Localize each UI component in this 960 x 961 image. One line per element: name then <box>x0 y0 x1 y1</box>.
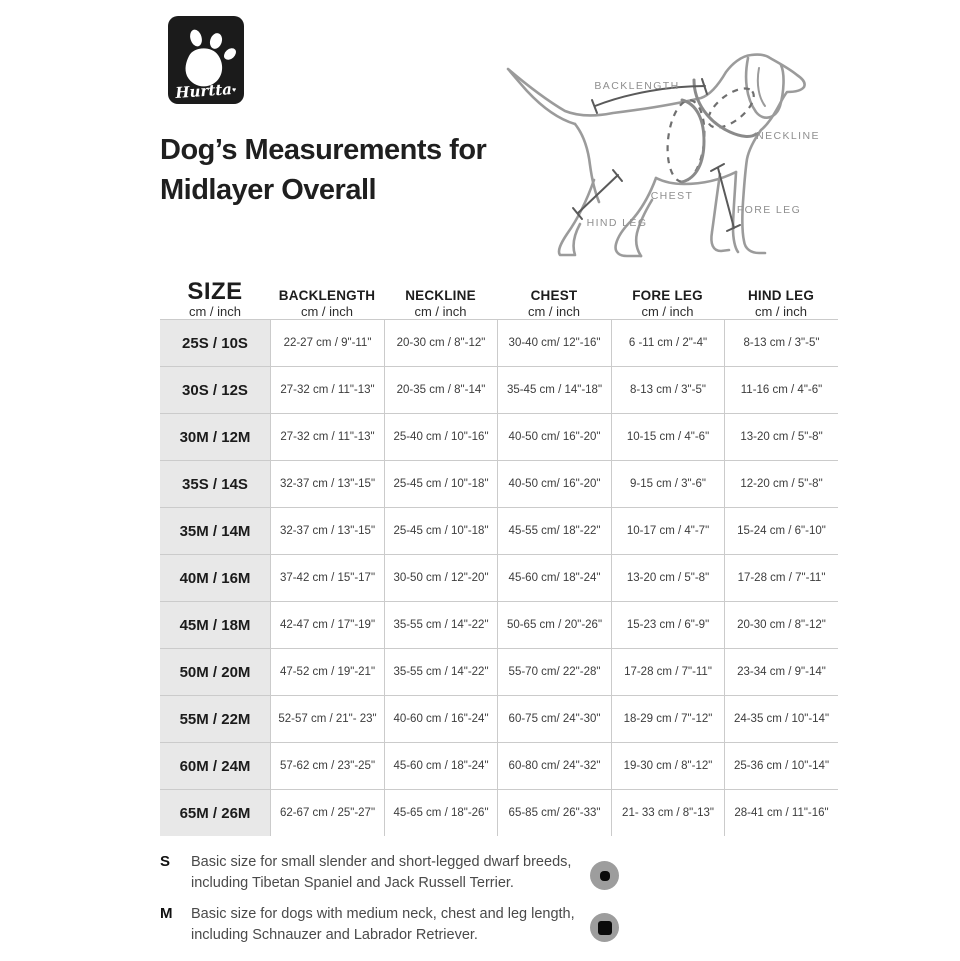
measurement-cell: 24-35 cm / 10"-14" <box>724 695 838 742</box>
column-header-label: CHEST <box>530 288 578 303</box>
measurement-cell: 62-67 cm / 25"-27" <box>270 789 384 836</box>
column-header-unit: cm / inch <box>527 304 580 319</box>
page-title-line2: Midlayer Overall <box>160 174 377 206</box>
measurement-cell: 6 -11 cm / 2"-4" <box>611 319 724 366</box>
measurement-cell: 15-24 cm / 6"-10" <box>724 507 838 554</box>
measurement-cell: 27-32 cm / 11"-13" <box>270 366 384 413</box>
column-header-backlength <box>270 288 384 322</box>
measurement-cell: 32-37 cm / 13"-15" <box>270 507 384 554</box>
measurement-cell: 52-57 cm / 21"- 23" <box>270 695 384 742</box>
page-title-line1: Dog’s Measurements for <box>160 134 487 166</box>
measurement-cell: 35-55 cm / 14"-22" <box>384 648 497 695</box>
table-row <box>160 601 839 648</box>
measurement-cell: 40-50 cm/ 16"-20" <box>497 460 611 507</box>
measurement-cell: 13-20 cm / 5"-8" <box>611 554 724 601</box>
measurement-cell: 12-20 cm / 5"-8" <box>724 460 838 507</box>
measurement-cell: 35-45 cm / 14"-18" <box>497 366 611 413</box>
measurement-cell: 25-40 cm / 10"-16" <box>384 413 497 460</box>
note-line: including Schnauzer and Labrador Retriever. <box>191 927 478 943</box>
hindleg-label: HIND LEG <box>586 217 648 229</box>
measurement-cell: 32-37 cm / 13"-15" <box>270 460 384 507</box>
measurement-cell: 28-41 cm / 11"-16" <box>724 789 838 836</box>
size-cell: 65M / 26M <box>160 789 270 836</box>
measurement-cell: 45-60 cm/ 18"-24" <box>497 554 611 601</box>
note-size-s <box>160 852 600 894</box>
column-header-hind-leg <box>724 288 838 322</box>
foreleg-label: FORE LEG <box>736 204 802 216</box>
column-header-label: HIND LEG <box>747 288 815 303</box>
square-in-circle-icon <box>590 913 619 942</box>
hurtta-logo <box>168 16 244 104</box>
dot-glyph <box>600 871 610 881</box>
measurement-cell: 60-80 cm/ 24"-32" <box>497 742 611 789</box>
measurement-cell: 57-62 cm / 23"-25" <box>270 742 384 789</box>
table-row <box>160 507 839 554</box>
measurement-cell: 18-29 cm / 7"-12" <box>611 695 724 742</box>
measurement-cell: 15-23 cm / 6"-9" <box>611 601 724 648</box>
measurement-cell: 25-45 cm / 10"-18" <box>384 460 497 507</box>
measurement-cell: 9-15 cm / 3"-6" <box>611 460 724 507</box>
measurement-cell: 60-75 cm/ 24"-30" <box>497 695 611 742</box>
measurement-cell: 11-16 cm / 4"-6" <box>724 366 838 413</box>
measurement-cell: 40-60 cm / 16"-24" <box>384 695 497 742</box>
size-cell: 50M / 20M <box>160 648 270 695</box>
measurement-cell: 27-32 cm / 11"-13" <box>270 413 384 460</box>
table-header-row <box>160 278 839 319</box>
size-cell: 40M / 16M <box>160 554 270 601</box>
measurement-cell: 20-35 cm / 8"-14" <box>384 366 497 413</box>
chest-label: CHEST <box>650 190 694 202</box>
column-header-unit: cm / inch <box>414 304 467 319</box>
backlength-label: BACKLENGTH <box>594 80 680 92</box>
measurement-cell: 17-28 cm / 7"-11" <box>724 554 838 601</box>
measurement-cell: 17-28 cm / 7"-11" <box>611 648 724 695</box>
measurement-cell: 65-85 cm/ 26"-33" <box>497 789 611 836</box>
measurement-cell: 30-50 cm / 12"-20" <box>384 554 497 601</box>
measurement-cell: 19-30 cm / 8"-12" <box>611 742 724 789</box>
note-text <box>191 852 571 894</box>
heart-icon: ♥ <box>232 87 237 94</box>
size-cell: 55M / 22M <box>160 695 270 742</box>
column-header-label: NECKLINE <box>405 288 476 303</box>
logo-wordmark: Hurtta <box>174 80 233 102</box>
measurement-cell: 20-30 cm / 8"-12" <box>724 601 838 648</box>
column-header-label: BACKLENGTH <box>278 288 376 303</box>
measurement-cell: 10-17 cm / 4"-7" <box>611 507 724 554</box>
column-header-unit: cm / inch <box>188 304 241 319</box>
size-cell: 30M / 12M <box>160 413 270 460</box>
column-header-fore-leg <box>611 288 724 322</box>
measurement-cell: 8-13 cm / 3"-5" <box>724 319 838 366</box>
table-row <box>160 742 839 789</box>
neckline-label: NECKLINE <box>756 130 820 142</box>
chest-band <box>664 98 708 183</box>
size-cell: 30S / 12S <box>160 366 270 413</box>
table-row <box>160 413 839 460</box>
measurement-cell: 45-60 cm / 18"-24" <box>384 742 497 789</box>
measurement-cell: 47-52 cm / 19"-21" <box>270 648 384 695</box>
table-row <box>160 460 839 507</box>
size-cell: 35M / 14M <box>160 507 270 554</box>
measurement-cell: 30-40 cm/ 12"-16" <box>497 319 611 366</box>
note-line: Basic size for small slender and short-legged dwarf breeds, <box>191 854 572 870</box>
column-header-label: SIZE <box>187 278 243 305</box>
dog-measurement-diagram <box>498 22 960 270</box>
table-row <box>160 319 839 366</box>
size-table <box>160 278 839 836</box>
column-header-neckline <box>384 288 497 322</box>
measurement-cell: 42-47 cm / 17"-19" <box>270 601 384 648</box>
size-cell: 35S / 14S <box>160 460 270 507</box>
measurement-cell: 20-30 cm / 8"-12" <box>384 319 497 366</box>
size-cell: 60M / 24M <box>160 742 270 789</box>
column-header-chest <box>497 288 611 322</box>
measurement-cell: 55-70 cm/ 22"-28" <box>497 648 611 695</box>
measurement-cell: 45-55 cm/ 18"-22" <box>497 507 611 554</box>
column-header-unit: cm / inch <box>300 304 353 319</box>
note-line: including Tibetan Spaniel and Jack Russell Terrier. <box>191 875 514 891</box>
measurement-cell: 37-42 cm / 15"-17" <box>270 554 384 601</box>
measurement-cell: 23-34 cm / 9"-14" <box>724 648 838 695</box>
measurement-cell: 21- 33 cm / 8"-13" <box>611 789 724 836</box>
table-body <box>160 319 839 836</box>
measurement-cell: 8-13 cm / 3"-5" <box>611 366 724 413</box>
column-header-label: FORE LEG <box>632 288 703 303</box>
square-glyph <box>598 921 612 935</box>
measurement-cell: 22-27 cm / 9"-11" <box>270 319 384 366</box>
table-row <box>160 648 839 695</box>
note-letter: M <box>160 905 173 922</box>
note-text <box>191 904 575 946</box>
measurement-cell: 25-45 cm / 10"-18" <box>384 507 497 554</box>
size-cell: 45M / 18M <box>160 601 270 648</box>
measurement-cell: 13-20 cm / 5"-8" <box>724 413 838 460</box>
measurement-cell: 45-65 cm / 18"-26" <box>384 789 497 836</box>
dot-in-circle-icon <box>590 861 619 890</box>
measurement-cell: 35-55 cm / 14"-22" <box>384 601 497 648</box>
measurement-cell: 50-65 cm / 20"-26" <box>497 601 611 648</box>
measurement-cell: 25-36 cm / 10"-14" <box>724 742 838 789</box>
note-size-m <box>160 904 600 946</box>
table-row <box>160 789 839 836</box>
table-row <box>160 554 839 601</box>
measurement-cell: 40-50 cm/ 16"-20" <box>497 413 611 460</box>
table-row <box>160 695 839 742</box>
measurement-cell: 10-15 cm / 4"-6" <box>611 413 724 460</box>
size-cell: 25S / 10S <box>160 319 270 366</box>
table-row <box>160 366 839 413</box>
note-letter: S <box>160 853 171 870</box>
note-line: Basic size for dogs with medium neck, chest and leg length, <box>191 906 575 922</box>
column-header-size <box>160 278 270 322</box>
column-header-unit: cm / inch <box>641 304 694 319</box>
column-header-unit: cm / inch <box>754 304 807 319</box>
